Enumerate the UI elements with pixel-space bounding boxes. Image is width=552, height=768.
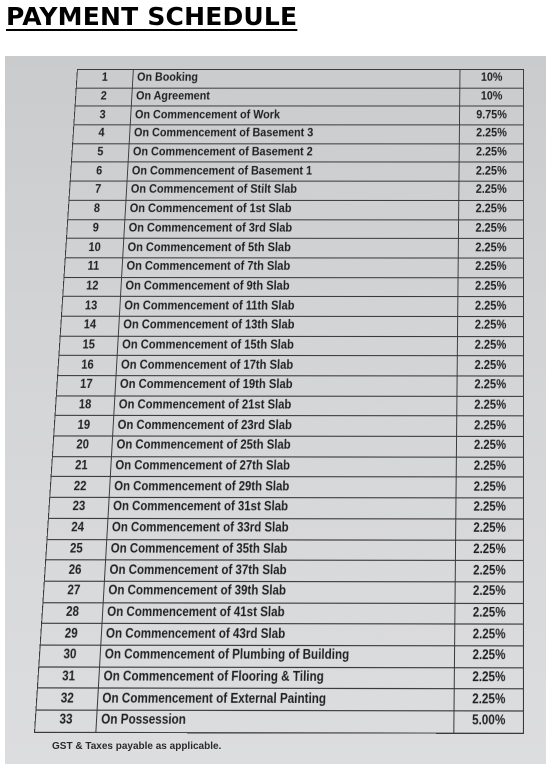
table-row — [63, 277, 524, 297]
table-row — [54, 416, 524, 437]
row-number: 33 — [35, 710, 98, 732]
table-row — [67, 219, 524, 238]
row-number: 2 — [75, 88, 132, 106]
stage-description: On Commencement of 29th Slab — [109, 477, 456, 498]
stage-description: On Commencement of 7th Slab — [122, 258, 459, 278]
table-row — [47, 518, 523, 540]
table-row — [69, 181, 524, 200]
table-row — [51, 456, 523, 477]
row-number: 5 — [71, 144, 129, 163]
table-row — [73, 125, 524, 144]
stage-description: On Commencement of 19th Slab — [115, 376, 457, 396]
stage-description: On Commencement of 23rd Slab — [113, 416, 457, 437]
percentage: 2.25% — [456, 498, 524, 519]
table-row — [48, 497, 523, 518]
percentage: 2.25% — [457, 396, 524, 416]
percentage: 2.25% — [459, 200, 524, 219]
percentage: 2.25% — [457, 336, 523, 356]
table-row — [74, 106, 524, 125]
row-number: 14 — [60, 316, 119, 336]
row-number: 18 — [55, 396, 115, 416]
percentage: 2.25% — [455, 540, 523, 561]
stage-description: On Commencement of 9th Slab — [121, 277, 459, 297]
percentage: 2.25% — [455, 561, 523, 582]
percentage: 9.75% — [459, 106, 523, 125]
stage-description: On Possession — [96, 710, 454, 733]
table-row — [39, 645, 524, 667]
percentage: 2.25% — [456, 477, 523, 498]
stage-description: On Commencement of Basement 1 — [127, 162, 459, 181]
percentage: 2.25% — [459, 181, 524, 200]
stage-description: On Commencement of 39th Slab — [103, 581, 455, 603]
table-row — [60, 316, 523, 336]
percentage: 10% — [460, 69, 524, 87]
row-number: 1 — [76, 69, 133, 87]
stage-description: On Commencement of 1st Slab — [125, 200, 459, 219]
row-number: 21 — [51, 456, 111, 477]
percentage: 2.25% — [458, 258, 523, 277]
stage-description: On Booking — [132, 69, 460, 87]
row-number: 17 — [56, 376, 116, 396]
page-title: PAYMENT SCHEDULE — [6, 2, 298, 31]
row-number: 4 — [73, 125, 131, 144]
stage-description: On Commencement of 33rd Slab — [107, 518, 456, 539]
row-number: 22 — [50, 477, 111, 498]
table-row — [68, 200, 524, 219]
stage-description: On Commencement of External Painting — [97, 688, 454, 711]
row-number: 7 — [69, 181, 127, 200]
percentage: 2.25% — [458, 297, 524, 317]
percentage: 2.25% — [457, 416, 524, 436]
table-row — [42, 602, 524, 624]
percentage: 2.25% — [459, 144, 523, 163]
row-number: 9 — [67, 219, 125, 238]
row-number: 29 — [40, 624, 102, 646]
row-number: 23 — [48, 497, 109, 518]
row-number: 11 — [64, 258, 123, 277]
percentage: 2.25% — [455, 582, 523, 603]
percentage: 2.25% — [458, 239, 523, 258]
stage-description: On Commencement of 25th Slab — [111, 436, 456, 457]
percentage: 2.25% — [459, 162, 524, 181]
stage-description: On Commencement of 27th Slab — [110, 456, 456, 477]
row-number: 10 — [65, 238, 124, 257]
percentage: 5.00% — [454, 711, 524, 733]
table-row — [65, 238, 523, 258]
row-number: 27 — [43, 581, 104, 602]
row-number: 19 — [54, 416, 114, 436]
percentage: 2.25% — [457, 356, 523, 376]
row-number: 8 — [68, 200, 126, 219]
stage-description: On Commencement of 11th Slab — [119, 297, 457, 317]
row-number: 12 — [63, 277, 122, 297]
payment-schedule-table — [34, 69, 524, 734]
table-row — [58, 356, 524, 376]
table-row — [37, 667, 523, 690]
stage-description: On Commencement of Plumbing of Building — [100, 645, 455, 667]
percentage: 2.25% — [456, 436, 523, 456]
table-row — [61, 297, 523, 317]
row-number: 30 — [39, 645, 101, 667]
stage-description: On Agreement — [131, 88, 460, 107]
row-number: 32 — [36, 688, 98, 710]
percentage: 2.25% — [455, 603, 524, 624]
percentage: 2.25% — [456, 457, 523, 478]
stage-description: On Commencement of Basement 3 — [129, 125, 459, 144]
table-row — [43, 581, 523, 603]
row-number: 25 — [46, 539, 107, 560]
row-number: 6 — [70, 162, 128, 181]
row-number: 31 — [37, 667, 99, 689]
table-row — [44, 560, 523, 582]
table-row — [76, 69, 523, 87]
percentage: 2.25% — [455, 624, 524, 646]
row-number: 3 — [74, 106, 131, 125]
row-number: 24 — [47, 518, 108, 539]
stage-description: On Commencement of Stilt Slab — [126, 181, 459, 200]
row-number: 13 — [61, 297, 120, 317]
row-number: 26 — [44, 560, 105, 581]
row-number: 28 — [42, 602, 104, 623]
percentage: 2.25% — [454, 667, 523, 689]
table-row — [55, 396, 523, 417]
table-row — [40, 624, 523, 646]
percentage: 2.25% — [456, 519, 524, 540]
stage-description: On Commencement of 5th Slab — [123, 238, 459, 257]
table-row — [70, 162, 523, 181]
table-row — [46, 539, 524, 561]
row-number: 16 — [58, 356, 118, 376]
stage-description: On Commencement of Work — [130, 106, 459, 125]
stage-description: On Commencement of Flooring & Tiling — [98, 667, 454, 689]
percentage: 2.25% — [458, 219, 523, 238]
table-row — [56, 376, 523, 396]
stage-description: On Commencement of 37th Slab — [104, 560, 455, 582]
stage-description: On Commencement of 15th Slab — [117, 336, 457, 356]
stage-description: On Commencement of 13th Slab — [118, 316, 457, 336]
table-row — [52, 436, 523, 457]
percentage: 10% — [460, 88, 524, 106]
table-row — [50, 477, 524, 498]
percentage: 2.25% — [459, 125, 523, 144]
stage-description: On Commencement of 35th Slab — [106, 539, 456, 560]
footnote: GST & Taxes payable as applicable. — [52, 741, 222, 752]
stage-description: On Commencement of Basement 2 — [128, 144, 459, 163]
stage-description: On Commencement of 43rd Slab — [101, 624, 455, 646]
percentage: 2.25% — [454, 646, 523, 668]
table-row — [36, 688, 523, 711]
stage-description: On Commencement of 17th Slab — [116, 356, 457, 376]
percentage: 2.25% — [457, 316, 523, 336]
table-row — [64, 258, 523, 278]
percentage: 2.25% — [454, 689, 523, 711]
stage-description: On Commencement of 21st Slab — [114, 396, 457, 417]
table-row — [35, 710, 524, 733]
table-row — [59, 336, 524, 356]
stage-description: On Commencement of 41st Slab — [102, 602, 455, 624]
stage-description: On Commencement of 31st Slab — [108, 498, 456, 519]
row-number: 15 — [59, 336, 118, 356]
percentage: 2.25% — [457, 376, 524, 396]
row-number: 20 — [52, 436, 112, 456]
stage-description: On Commencement of 3rd Slab — [124, 219, 459, 238]
table-row — [75, 88, 523, 107]
table-row — [71, 144, 523, 163]
percentage: 2.25% — [458, 277, 524, 297]
